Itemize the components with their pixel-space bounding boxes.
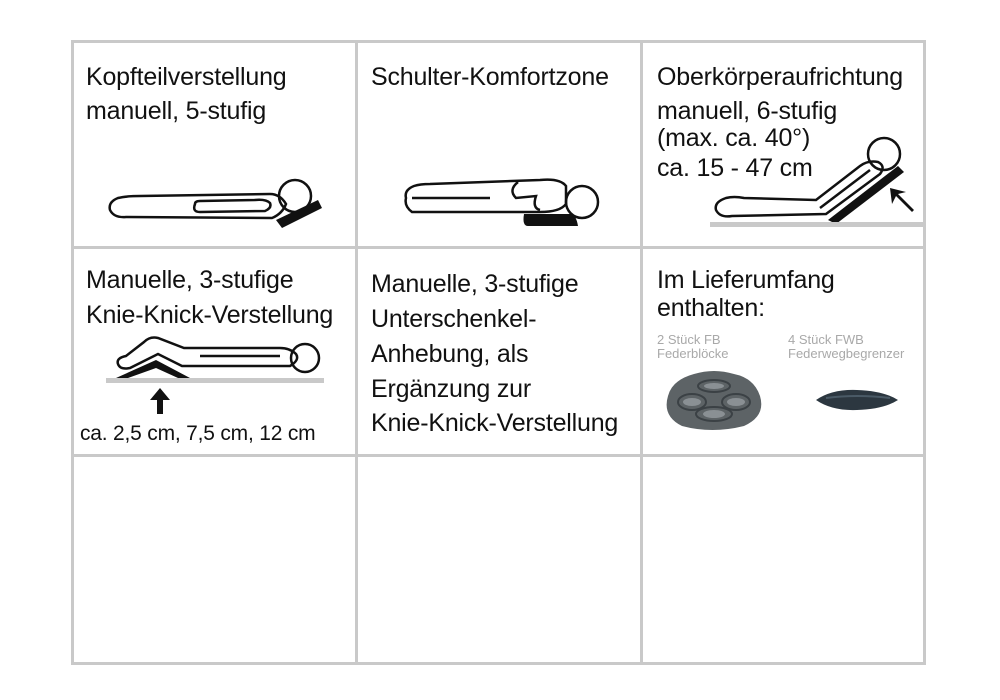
- spring-block-icon: [658, 364, 770, 434]
- item-label: 2 Stück FB: [657, 332, 721, 347]
- up-arrow-icon: [148, 386, 172, 416]
- spring-limiter-icon: [812, 385, 902, 415]
- cell-title: Kopfteilverstellung: [86, 63, 287, 91]
- cell-line: Ergänzung zur: [371, 375, 531, 403]
- cell-line: Anhebung, als: [371, 340, 529, 368]
- person-lying-torso-raised-icon: [700, 130, 930, 230]
- empty-cell: [358, 457, 640, 662]
- adjustment-caption: ca. 2,5 cm, 7,5 cm, 12 cm: [80, 422, 316, 445]
- cell-subtitle: enthalten:: [657, 294, 765, 322]
- cell-title: Schulter-Komfortzone: [371, 63, 609, 91]
- person-lying-shoulder-zone-icon: [400, 168, 620, 238]
- cell-line: ca. 15 - 47 cm: [657, 154, 813, 182]
- person-lying-head-raised-icon: [100, 174, 340, 234]
- empty-cell: [643, 457, 923, 662]
- cell-line: Manuelle, 3-stufige: [371, 270, 579, 298]
- cell-line: manuell, 6-stufig: [657, 97, 838, 125]
- grid-divider-horizontal: [71, 246, 926, 249]
- cell-line: Knie-Knick-Verstellung: [371, 409, 619, 437]
- item-label: Federblöcke: [657, 346, 729, 361]
- cell-line: Unterschenkel-: [371, 305, 537, 333]
- item-label: Federwegbegrenzer: [788, 346, 905, 361]
- cell-title: Oberkörperaufrichtung: [657, 63, 903, 91]
- cell-subtitle: Knie-Knick-Verstellung: [86, 301, 334, 329]
- cell-line: (max. ca. 40°): [657, 124, 811, 152]
- empty-cell: [74, 457, 355, 662]
- cell-title: Manuelle, 3-stufige: [86, 266, 294, 294]
- person-knee-bend-icon: [100, 330, 340, 410]
- item-label: 4 Stück FWB: [788, 332, 864, 347]
- cell-subtitle: manuell, 5-stufig: [86, 97, 267, 125]
- cell-title: Im Lieferumfang: [657, 266, 835, 294]
